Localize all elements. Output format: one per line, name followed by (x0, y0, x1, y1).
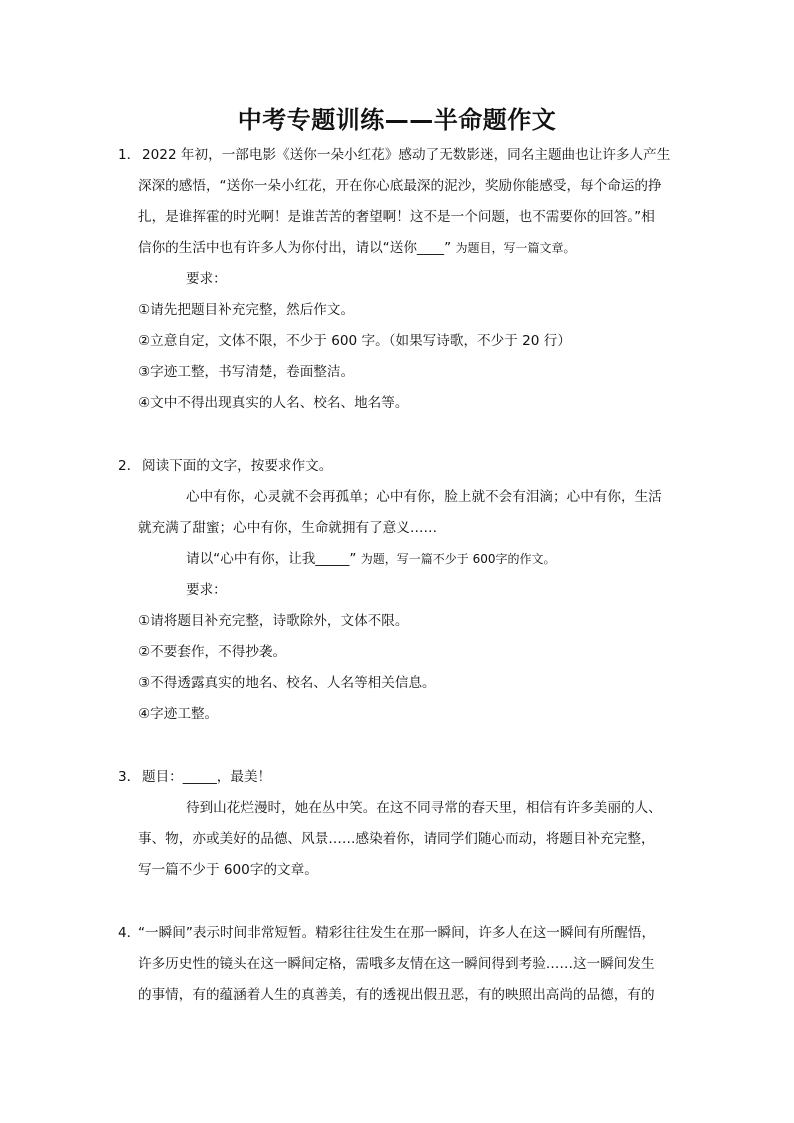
question-3-line-3: 事、物，亦或美好的品德、风景……感染着你，请同学们随心而动，将题目补充完整， (138, 831, 655, 847)
question-4-line-2: 许多历史性的镜头在这一瞬间定格，需哦多友情在这一瞬间得到考验……这一瞬间发生 (138, 956, 655, 972)
question-2-line-1: 阅读下面的文字，按要求作文。 (142, 458, 333, 474)
question-1-requirement-4: ④文中不得出现真实的人名、校名、地名等。 (138, 395, 409, 411)
question-1-line-1: 2022 年初，一部电影《送你一朵小红花》感动了无数影迷，同名主题曲也让许多人产生 (142, 147, 671, 163)
question-4-line-3: 的事情，有的蕴涵着人生的真善美，有的透视出假丑恶，有的映照出高尚的品德，有的 (138, 987, 655, 1003)
question-2-line-2: 心中有你，心灵就不会再孤单；心中有你，脸上就不会有泪滴；心中有你，生活 (186, 489, 662, 505)
question-1-requirement-1: ①请先把题目补充完整，然后作文。 (138, 302, 355, 318)
question-1-line-3: 扎，是谁挥霍的时光啊！是谁苦苦的奢望啊！这不是一个问题，也不需要你的回答。”相 (138, 209, 655, 225)
question-2-prompt: 请以“心中有你，让我_____” (186, 551, 357, 567)
question-1-line-2: 深深的感悟，“送你一朵小红花，开在你心底最深的泥沙，奖励你能感受，每个命运的挣 (138, 178, 662, 194)
question-3-line-4: 写一篇不少于 600字的文章。 (138, 862, 318, 878)
question-3-number: 3． (118, 769, 141, 785)
question-2-prompt-tail: 为题，写一篇不少于 600字的作文。 (360, 552, 556, 566)
question-2-requirements-label: 要求： (186, 582, 227, 598)
question-2-requirement-4: ④字迹工整。 (138, 706, 219, 722)
question-3-line-1: 题目：_____，最美！ (142, 769, 272, 785)
question-2-number: 2． (118, 458, 141, 474)
question-1-line-4 (138, 238, 576, 258)
question-2-line-3: 就充满了甜蜜；心中有你，生命就拥有了意义…… (138, 520, 438, 536)
question-4-line-1: “一瞬间”表示时间非常短暂。精彩往往发生在那一瞬间，许多人在这一瞬间有所醒悟， (138, 925, 656, 941)
question-1-requirements-label: 要求： (186, 271, 227, 287)
question-2-line-4 (186, 549, 555, 569)
question-1-prompt: 信你的生活中也有许多人为你付出，请以“送你____” (138, 240, 452, 256)
question-2-requirement-2: ②不要套作，不得抄袭。 (138, 644, 287, 660)
question-1-prompt-tail: 为题目，写一篇文章。 (455, 241, 576, 255)
question-3-line-2: 待到山花烂漫时，她在丛中笑。在这不同寻常的春天里，相信有许多美丽的人、 (186, 800, 662, 816)
question-2-requirement-3: ③不得透露真实的地名、校名、人名等相关信息。 (138, 675, 436, 691)
question-1-number: 1． (118, 147, 141, 163)
question-1-requirement-3: ③字迹工整，书写清楚，卷面整洁。 (138, 364, 355, 380)
question-2-requirement-1: ①请将题目补充完整，诗歌除外，文体不限。 (138, 613, 409, 629)
question-1-requirement-2: ②立意自定，文体不限，不少于 600 字。（如果写诗歌，不少于 20 行） (138, 333, 571, 349)
question-4-number: 4． (118, 925, 141, 941)
page-title: 中考专题训练——半命题作文 (237, 106, 557, 134)
